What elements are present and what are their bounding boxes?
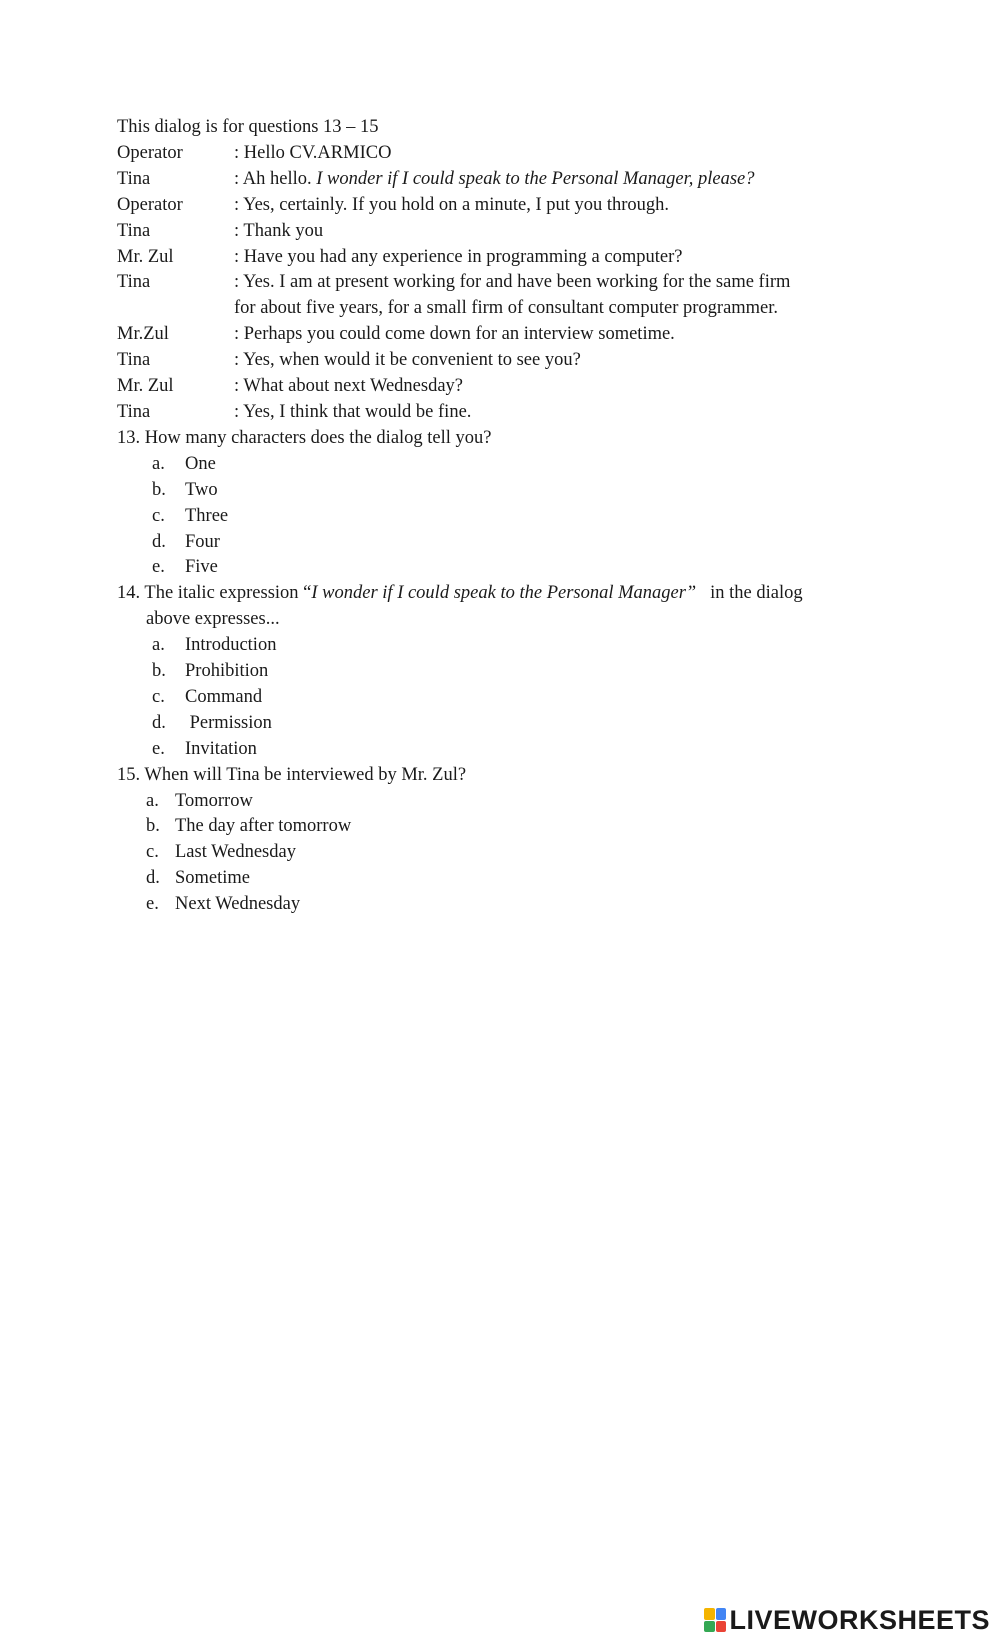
dialog-line [117, 400, 857, 426]
dialog-line [117, 270, 857, 322]
italic-expression: I wonder if I could speak to the Personal Manager, please? [316, 168, 755, 189]
dialog-intro: This dialog is for questions 13 – 15 [117, 117, 379, 137]
dialog [117, 141, 857, 426]
dialog-line [117, 322, 857, 348]
speaker: Mr. Zul [117, 246, 174, 267]
speech: : What about next Wednesday? [234, 376, 464, 397]
speaker: Mr. Zul [117, 376, 174, 397]
answer-option[interactable]: d. Sometime [146, 868, 251, 889]
speaker: Operator [117, 142, 183, 163]
logo-text: LIVEWORKSHEETS [729, 1604, 990, 1635]
logo-square [716, 1621, 727, 1633]
speech: : Thank you [234, 220, 324, 241]
speaker: Tina [117, 350, 151, 371]
speaker: Operator [117, 194, 183, 215]
answer-option[interactable]: a. Tomorrow [146, 790, 253, 811]
dialog-line [117, 193, 857, 219]
question-14 [117, 581, 857, 762]
speech: : Have you had any experience in programming a computer? [234, 246, 683, 267]
question-13 [117, 426, 857, 581]
answer-options [117, 789, 857, 919]
speech: : Yes, certainly. If you hold on a minute, I put you through. [234, 194, 670, 215]
answer-option[interactable]: b. Prohibition [152, 661, 269, 682]
speech: : Yes, I think that would be fine. [234, 401, 472, 422]
speaker: Tina [117, 168, 151, 189]
answer-option[interactable]: d. Permission [152, 712, 272, 733]
speaker: Tina [117, 401, 151, 422]
question-text-continued: above expresses... [146, 609, 280, 630]
answer-options [117, 452, 857, 582]
dialog-line [117, 141, 857, 167]
dialog-line [117, 219, 857, 245]
liveworksheets-logo-icon [704, 1608, 726, 1632]
answer-option[interactable]: c. Last Wednesday [146, 842, 296, 863]
answer-options [117, 633, 857, 763]
liveworksheets-logo[interactable] [704, 1605, 990, 1635]
answer-option[interactable]: c. Command [152, 686, 263, 707]
question-text: 13. How many characters does the dialog tell you? [117, 427, 492, 448]
speech: : Perhaps you could come down for an interview sometime. [234, 324, 675, 345]
question-15 [117, 763, 857, 918]
worksheet-page [117, 115, 857, 918]
answer-option[interactable]: d. Four [152, 531, 220, 552]
speech: : Hello CV.ARMICO [234, 142, 392, 163]
answer-option[interactable]: e. Five [152, 557, 218, 578]
answer-option[interactable]: c. Three [152, 505, 229, 526]
logo-square [704, 1608, 715, 1620]
question-text: 14. The italic expression “I wonder if I could speak to the Personal Manager” in the dialog [117, 583, 803, 604]
dialog-line [117, 348, 857, 374]
answer-option[interactable]: b. The day after tomorrow [146, 816, 352, 837]
speech: : Yes, when would it be convenient to see you? [234, 350, 581, 371]
answer-option[interactable]: e. Invitation [152, 738, 257, 759]
speech: : Yes. I am at present working for and have been working for the same firm for about five years, for a small firm of consultant computer programmer. [234, 272, 791, 319]
dialog-line [117, 374, 857, 400]
dialog-line [117, 167, 857, 193]
answer-option[interactable]: a. One [152, 453, 216, 474]
dialog-line [117, 245, 857, 271]
speech: : Ah hello. I wonder if I could speak to the Personal Manager, please? [234, 168, 755, 189]
answer-option[interactable]: a. Introduction [152, 635, 277, 656]
speaker: Mr.Zul [117, 324, 169, 345]
answer-option[interactable]: e. Next Wednesday [146, 894, 301, 915]
logo-square [716, 1608, 727, 1620]
logo-square [704, 1621, 715, 1633]
answer-option[interactable]: b. Two [152, 479, 218, 500]
speaker: Tina [117, 220, 151, 241]
question-text: 15. When will Tina be interviewed by Mr. Zul? [117, 764, 467, 785]
speaker: Tina [117, 272, 151, 293]
